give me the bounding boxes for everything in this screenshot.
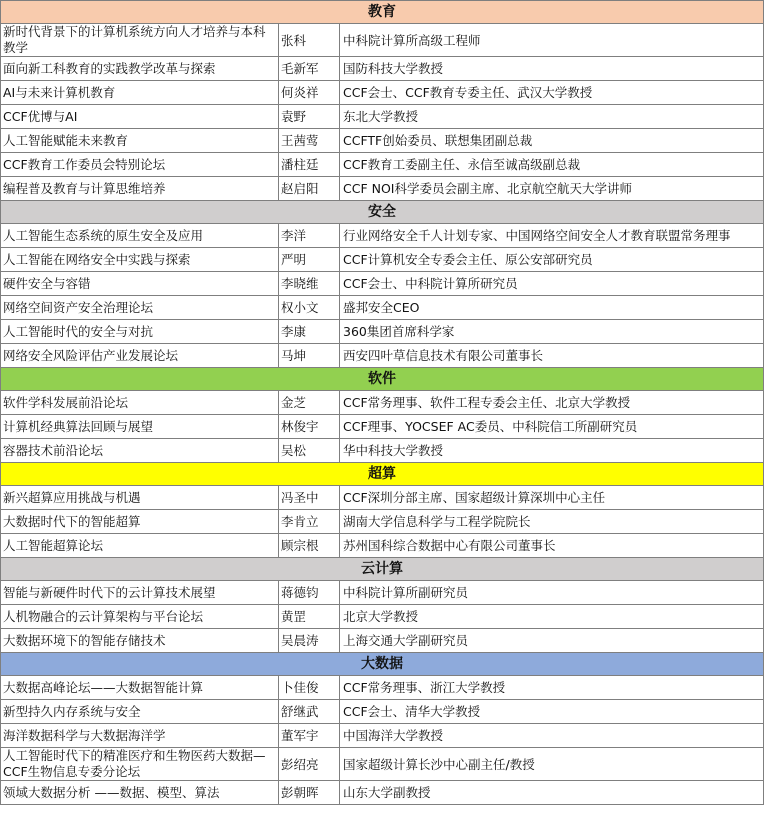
chair-name-cell: 黄罡 <box>279 605 340 629</box>
table-row <box>1 296 764 320</box>
table-row <box>1 344 764 368</box>
chair-title-cell: 湖南大学信息科学与工程学院院长 <box>340 510 764 534</box>
chair-name-cell: 舒继武 <box>279 700 340 724</box>
section-title: 安全 <box>1 201 764 224</box>
table-row <box>1 700 764 724</box>
chair-title-cell: CCF会士、CCF教育专委主任、武汉大学教授 <box>340 81 764 105</box>
chair-title-cell: CCF常务理事、浙江大学教授 <box>340 676 764 700</box>
forum-topic-cell: 海洋数据科学与大数据海洋学 <box>1 724 279 748</box>
chair-name-cell: 权小文 <box>279 296 340 320</box>
chair-title-cell: 山东大学副教授 <box>340 781 764 805</box>
table-row <box>1 24 764 57</box>
forum-topic-cell: 大数据环境下的智能存储技术 <box>1 629 279 653</box>
chair-title-cell: 西安四叶草信息技术有限公司董事长 <box>340 344 764 368</box>
forum-topic-cell: 人工智能生态系统的原生安全及应用 <box>1 224 279 248</box>
chair-name-cell: 彭朝晖 <box>279 781 340 805</box>
table-row <box>1 272 764 296</box>
section-title: 大数据 <box>1 653 764 676</box>
forum-topic-cell: 计算机经典算法回顾与展望 <box>1 415 279 439</box>
forum-topic-cell: 新时代背景下的计算机系统方向人才培养与本科教学 <box>1 24 279 57</box>
chair-name-cell: 金芝 <box>279 391 340 415</box>
chair-title-cell: CCF常务理事、软件工程专委会主任、北京大学教授 <box>340 391 764 415</box>
table-row <box>1 486 764 510</box>
forum-topic-cell: 大数据高峰论坛——大数据智能计算 <box>1 676 279 700</box>
table-row <box>1 248 764 272</box>
chair-name-cell: 顾宗根 <box>279 534 340 558</box>
forum-topic-cell: 智能与新硬件时代下的云计算技术展望 <box>1 581 279 605</box>
chair-name-cell: 李晓维 <box>279 272 340 296</box>
section-title: 软件 <box>1 368 764 391</box>
chair-name-cell: 李康 <box>279 320 340 344</box>
forum-topic-cell: 人工智能赋能未来教育 <box>1 129 279 153</box>
forum-topic-cell: 面向新工科教育的实践教学改革与探索 <box>1 57 279 81</box>
table-row <box>1 439 764 463</box>
forum-topic-cell: AI与未来计算机教育 <box>1 81 279 105</box>
chair-name-cell: 林俊宇 <box>279 415 340 439</box>
chair-name-cell: 卜佳俊 <box>279 676 340 700</box>
table-row <box>1 57 764 81</box>
chair-title-cell: 国防科技大学教授 <box>340 57 764 81</box>
table-row <box>1 724 764 748</box>
table-row <box>1 510 764 534</box>
chair-title-cell: 北京大学教授 <box>340 605 764 629</box>
chair-name-cell: 严明 <box>279 248 340 272</box>
table-row <box>1 415 764 439</box>
section-header-row <box>1 368 764 391</box>
forum-topic-cell: 人工智能在网络安全中实践与探索 <box>1 248 279 272</box>
forum-topic-cell: 人工智能超算论坛 <box>1 534 279 558</box>
table-row <box>1 605 764 629</box>
forum-topic-cell: 大数据时代下的智能超算 <box>1 510 279 534</box>
section-header-row <box>1 558 764 581</box>
forum-topic-cell: 容器技术前沿论坛 <box>1 439 279 463</box>
chair-name-cell: 李肯立 <box>279 510 340 534</box>
chair-title-cell: 华中科技大学教授 <box>340 439 764 463</box>
chair-name-cell: 潘柱廷 <box>279 153 340 177</box>
section-header-row <box>1 463 764 486</box>
chair-name-cell: 冯圣中 <box>279 486 340 510</box>
section-title: 教育 <box>1 1 764 24</box>
table-row <box>1 177 764 201</box>
chair-name-cell: 何炎祥 <box>279 81 340 105</box>
chair-name-cell: 赵启阳 <box>279 177 340 201</box>
table-row <box>1 153 764 177</box>
chair-name-cell: 王茜莺 <box>279 129 340 153</box>
section-title: 云计算 <box>1 558 764 581</box>
table-row <box>1 748 764 781</box>
chair-title-cell: CCF深圳分部主席、国家超级计算深圳中心主任 <box>340 486 764 510</box>
forum-topic-cell: 人工智能时代下的精准医疗和生物医药大数据—CCF生物信息专委分论坛 <box>1 748 279 781</box>
chair-title-cell: CCFTF创始委员、联想集团副总裁 <box>340 129 764 153</box>
chair-title-cell: 上海交通大学副研究员 <box>340 629 764 653</box>
forum-topic-cell: 网络空间资产安全治理论坛 <box>1 296 279 320</box>
forum-topic-cell: CCF教育工作委员会特别论坛 <box>1 153 279 177</box>
forum-topic-cell: 人工智能时代的安全与对抗 <box>1 320 279 344</box>
chair-title-cell: CCF会士、中科院计算所研究员 <box>340 272 764 296</box>
chair-title-cell: CCF会士、清华大学教授 <box>340 700 764 724</box>
forum-topic-cell: 网络安全风险评估产业发展论坛 <box>1 344 279 368</box>
table-body <box>1 1 764 805</box>
table-row <box>1 81 764 105</box>
forum-topic-cell: 软件学科发展前沿论坛 <box>1 391 279 415</box>
chair-title-cell: 苏州国科综合数据中心有限公司董事长 <box>340 534 764 558</box>
chair-name-cell: 袁野 <box>279 105 340 129</box>
chair-name-cell: 吴晨涛 <box>279 629 340 653</box>
chair-name-cell: 彭绍亮 <box>279 748 340 781</box>
chair-title-cell: 盛邦安全CEO <box>340 296 764 320</box>
section-header-row <box>1 1 764 24</box>
chair-name-cell: 蒋德钧 <box>279 581 340 605</box>
chair-title-cell: CCF NOI科学委员会副主席、北京航空航天大学讲师 <box>340 177 764 201</box>
table-row <box>1 581 764 605</box>
forum-topic-cell: 新兴超算应用挑战与机遇 <box>1 486 279 510</box>
forum-topic-cell: 编程普及教育与计算思维培养 <box>1 177 279 201</box>
chair-title-cell: 东北大学教授 <box>340 105 764 129</box>
section-title: 超算 <box>1 463 764 486</box>
chair-title-cell: 中科院计算所副研究员 <box>340 581 764 605</box>
table-row <box>1 320 764 344</box>
table-row <box>1 781 764 805</box>
forum-topic-cell: 领域大数据分析 ——数据、模型、算法 <box>1 781 279 805</box>
chair-name-cell: 毛新军 <box>279 57 340 81</box>
chair-name-cell: 董军宇 <box>279 724 340 748</box>
chair-title-cell: CCF计算机安全专委会主任、原公安部研究员 <box>340 248 764 272</box>
table-row <box>1 129 764 153</box>
table-row <box>1 391 764 415</box>
chair-name-cell: 吴松 <box>279 439 340 463</box>
section-header-row <box>1 201 764 224</box>
forum-topic-cell: 新型持久内存系统与安全 <box>1 700 279 724</box>
table-row <box>1 534 764 558</box>
table-row <box>1 676 764 700</box>
chair-title-cell: CCF教育工委副主任、永信至诚高级副总裁 <box>340 153 764 177</box>
forum-topic-cell: 人机物融合的云计算架构与平台论坛 <box>1 605 279 629</box>
forum-topic-cell: 硬件安全与容错 <box>1 272 279 296</box>
chair-name-cell: 张科 <box>279 24 340 57</box>
chair-name-cell: 李洋 <box>279 224 340 248</box>
chair-title-cell: 中科院计算所高级工程师 <box>340 24 764 57</box>
chair-title-cell: 行业网络安全千人计划专家、中国网络空间安全人才教育联盟常务理事 <box>340 224 764 248</box>
table-row <box>1 629 764 653</box>
table-row <box>1 105 764 129</box>
chair-name-cell: 马坤 <box>279 344 340 368</box>
chair-title-cell: 中国海洋大学教授 <box>340 724 764 748</box>
section-header-row <box>1 653 764 676</box>
chair-title-cell: 360集团首席科学家 <box>340 320 764 344</box>
chair-title-cell: CCF理事、YOCSEF AC委员、中科院信工所副研究员 <box>340 415 764 439</box>
chair-title-cell: 国家超级计算长沙中心副主任/教授 <box>340 748 764 781</box>
forum-topic-cell: CCF优博与AI <box>1 105 279 129</box>
table-row <box>1 224 764 248</box>
